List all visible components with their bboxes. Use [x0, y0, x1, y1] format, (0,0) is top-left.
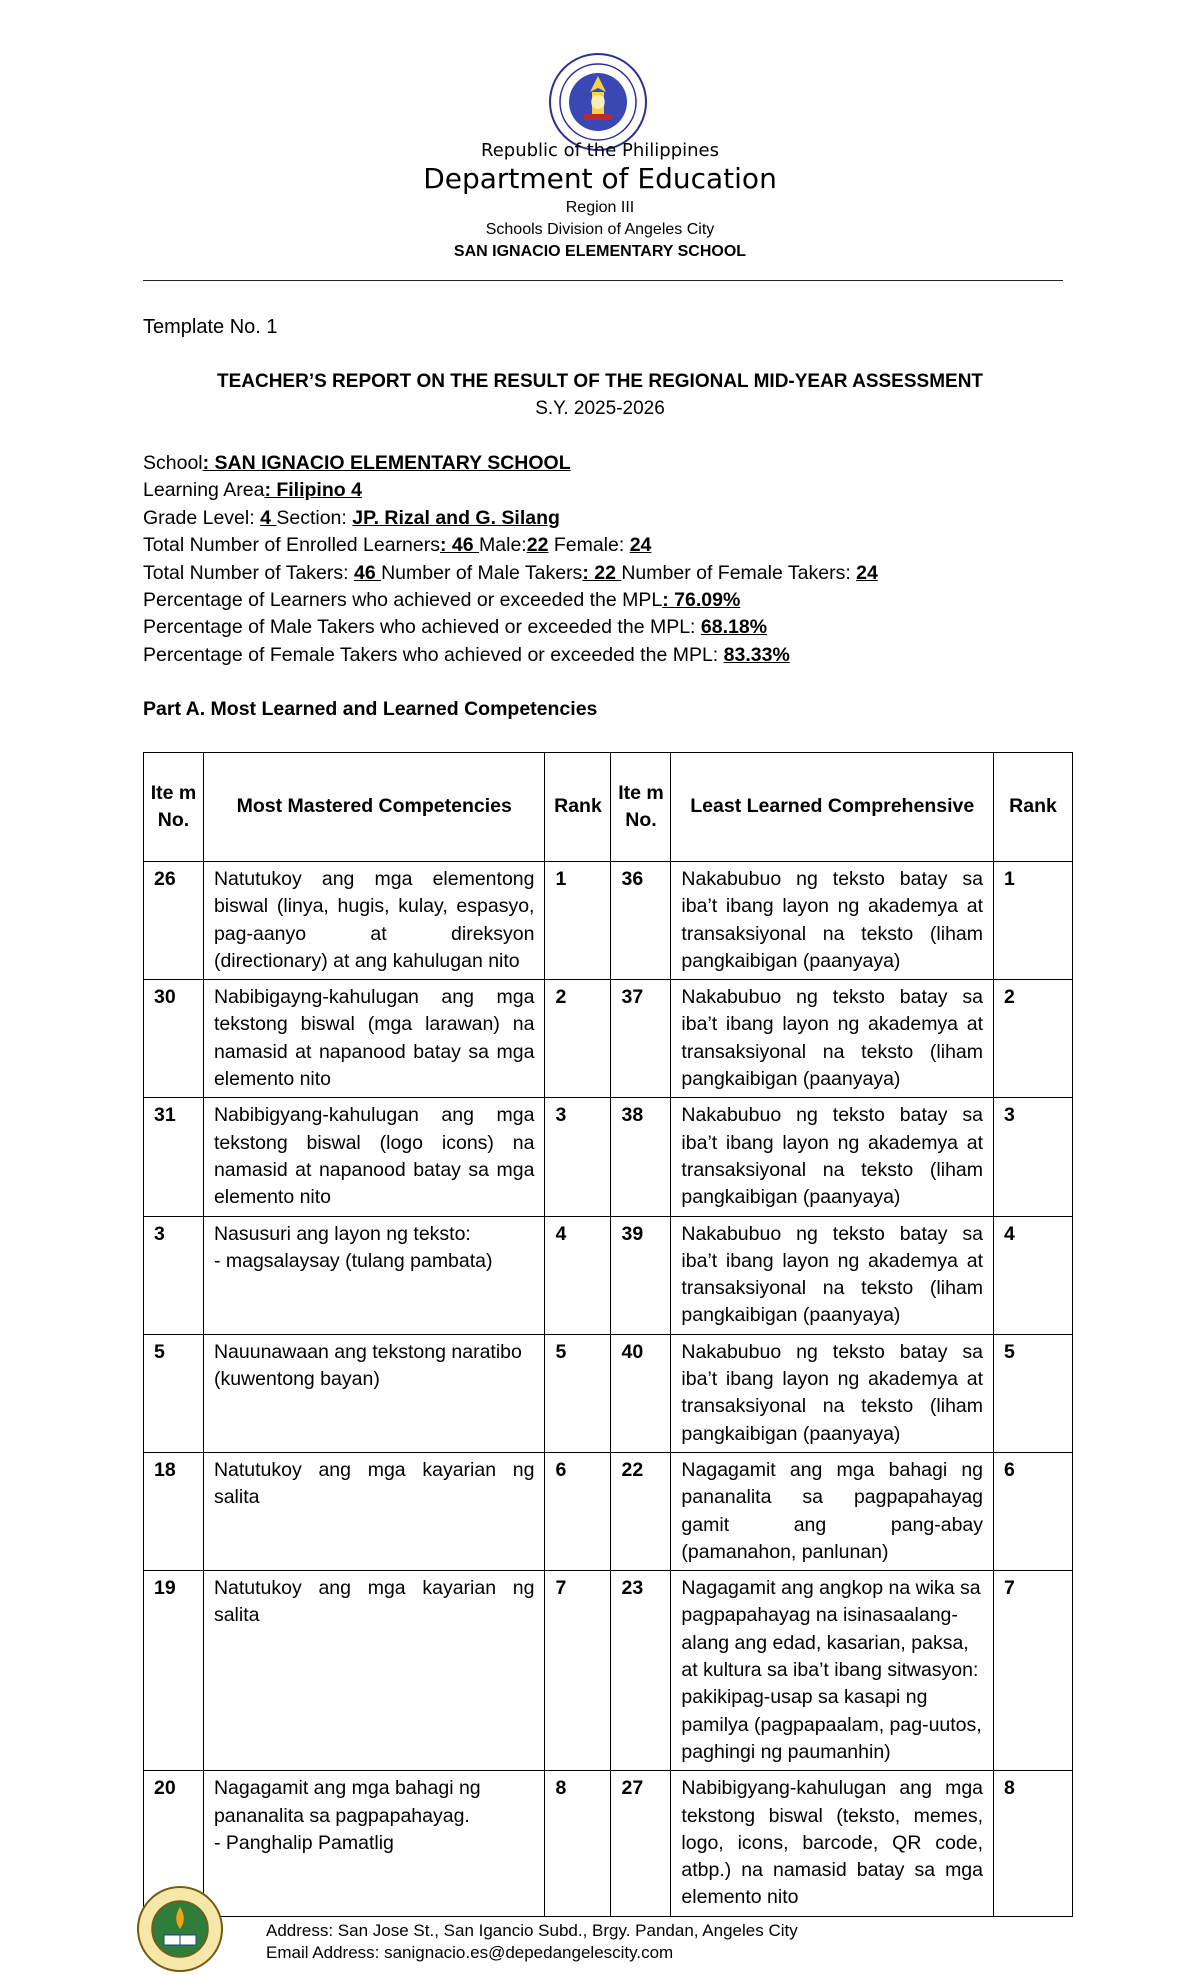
least-learned-cell: Nagagamit ang mga bahagi ng pananalita sa pagpapahayag gamit ang pang-abay (pamanahon, panlunan)	[671, 1452, 994, 1570]
female-value: 24	[629, 534, 652, 557]
item-no-cell-2: 23	[611, 1571, 671, 1771]
takers-label: Total Number of Takers:	[143, 561, 354, 584]
item-no-cell-2: 27	[611, 1771, 671, 1916]
most-mastered-cell: Nagagamit ang mga bahagi ng pananalita sa pagpapahayag. - Panghalip Pamatlig	[203, 1771, 545, 1916]
republic-label: Republic of the Philippines	[481, 140, 719, 161]
rank-cell: 3	[545, 1098, 611, 1216]
info-grade-row	[143, 505, 878, 532]
info-learning-area-row	[143, 477, 878, 504]
table-row	[144, 1334, 1073, 1452]
rank-cell-2: 7	[994, 1571, 1073, 1771]
grade-value: 4	[260, 506, 277, 529]
table-header-row	[144, 753, 1073, 862]
rank-cell: 7	[545, 1571, 611, 1771]
least-learned-cell: Nakabubuo ng teksto batay sa iba’t ibang layon ng akademya at transaksiyonal na teksto (liham pangkaibigan (paanyaya)	[671, 980, 994, 1098]
least-learned-cell: Nabibigyang-kahulugan ang mga tekstong biswal (teksto, memes, logo, icons, barcode, QR code, atbp.) na namasid batay sa mga elemento nito	[671, 1771, 994, 1916]
footer-address: Address: San Jose St., San Igancio Subd., Brgy. Pandan, Angeles City	[266, 1921, 798, 1940]
table-row	[144, 1098, 1073, 1216]
item-no-cell: 18	[144, 1452, 204, 1570]
rank-cell: 1	[545, 862, 611, 980]
most-mastered-cell: Natutukoy ang mga kayarian ng salita	[203, 1571, 545, 1771]
most-mastered-cell: Nauunawaan ang tekstong naratibo (kuwentong bayan)	[203, 1334, 545, 1452]
least-learned-cell: Nakabubuo ng teksto batay sa iba’t ibang layon ng akademya at transaksiyonal na teksto (liham pangkaibigan (paanyaya)	[671, 862, 994, 980]
female-label: Female:	[548, 534, 630, 557]
section-value: JP. Rizal and G. Silang	[352, 506, 560, 529]
competencies-table	[143, 752, 1073, 1917]
report-info	[143, 450, 878, 669]
template-number: Template No. 1	[143, 316, 278, 338]
most-mastered-cell: Natutukoy ang mga elementong biswal (linya, hugis, kulay, espasyo, pag-aanyo at direksyon (directionary) at ang kahulugan nito	[203, 862, 545, 980]
learning-area-value: : Filipino 4	[264, 479, 362, 502]
rank-cell-2: 4	[994, 1216, 1073, 1334]
female-takers-value: 24	[856, 561, 878, 584]
rank-cell: 2	[545, 980, 611, 1098]
takers-value: 46	[353, 561, 382, 584]
pct-all-label: Percentage of Learners who achieved or exceeded the MPL	[143, 589, 663, 612]
rank-cell: 6	[545, 1452, 611, 1570]
rank-cell: 8	[545, 1771, 611, 1916]
least-learned-cell: Nagagamit ang angkop na wika sa pagpapahayag na isinasaalang-alang ang edad, kasarian, paksa, at kultura sa iba’t ibang sitwasyon: pakikipag-usap sa kasapi ng pamilya (pagpapaalam, pag-uutos, paghingi ng paumanhin)	[671, 1571, 994, 1771]
info-pct-male-row	[143, 614, 878, 641]
item-no-cell-2: 36	[611, 862, 671, 980]
deped-seal-logo	[548, 52, 648, 152]
header-item-no: Ite m No.	[144, 753, 204, 862]
division-label: Schools Division of Angeles City	[485, 221, 715, 238]
item-no-cell-2: 38	[611, 1098, 671, 1216]
pct-male-label: Percentage of Male Takers who achieved or exceeded the MPL:	[143, 616, 701, 639]
item-no-cell: 26	[144, 862, 204, 980]
enrolled-label: Total Number of Enrolled Learners	[143, 534, 440, 557]
item-no-cell: 19	[144, 1571, 204, 1771]
most-mastered-cell: Nasusuri ang layon ng teksto: - magsalaysay (tulang pambata)	[203, 1216, 545, 1334]
info-takers-row	[143, 560, 878, 587]
info-pct-female-row	[143, 642, 878, 669]
item-no-cell-2: 39	[611, 1216, 671, 1334]
rank-cell: 4	[545, 1216, 611, 1334]
header-rank: Rank	[545, 753, 611, 862]
table-row	[144, 980, 1073, 1098]
school-label: School	[143, 452, 203, 474]
header-item-no-2: Ite m No.	[611, 753, 671, 862]
table-row	[144, 1771, 1073, 1916]
pct-all-value: : 76.09%	[662, 589, 741, 612]
info-enrolled-row	[143, 532, 878, 559]
school-logo	[124, 1885, 236, 1973]
male-value: 22	[526, 534, 549, 557]
least-learned-cell: Nakabubuo ng teksto batay sa iba’t ibang layon ng akademya at transaksiyonal na teksto (liham pangkaibigan (paanyaya)	[671, 1098, 994, 1216]
most-mastered-cell: Nabibigyang-kahulugan ang mga tekstong biswal (logo icons) na namasid at napanood batay sa mga elemento nito	[203, 1098, 545, 1216]
pct-female-label: Percentage of Female Takers who achieved or exceeded the MPL:	[143, 643, 724, 666]
info-pct-all-row	[143, 587, 878, 614]
least-learned-cell: Nakabubuo ng teksto batay sa iba’t ibang layon ng akademya at transaksiyonal na teksto (liham pangkaibigan (paanyaya)	[671, 1216, 994, 1334]
rank-cell-2: 3	[994, 1098, 1073, 1216]
male-takers-value: : 22	[582, 561, 622, 584]
most-mastered-cell: Natutukoy ang mga kayarian ng salita	[203, 1452, 545, 1570]
item-no-cell: 3	[144, 1216, 204, 1334]
least-learned-cell: Nakabubuo ng teksto batay sa iba’t ibang layon ng akademya at transaksiyonal na teksto (liham pangkaibigan (paanyaya)	[671, 1334, 994, 1452]
male-label: Male:	[479, 534, 527, 557]
item-no-cell-2: 40	[611, 1334, 671, 1452]
footer-contact	[266, 1920, 798, 1964]
rank-cell-2: 5	[994, 1334, 1073, 1452]
header-least-learned: Least Learned Comprehensive	[671, 753, 994, 862]
pct-male-value: 68.18%	[700, 616, 768, 639]
header-most-mastered: Most Mastered Competencies	[203, 753, 545, 862]
table-row	[144, 1571, 1073, 1771]
pct-female-value: 83.33%	[723, 643, 790, 666]
rank-cell: 5	[545, 1334, 611, 1452]
female-takers-label: Number of Female Takers:	[621, 561, 857, 584]
school-year: S.Y. 2025-2026	[535, 398, 665, 419]
school-name-header: SAN IGNACIO ELEMENTARY SCHOOL	[453, 243, 747, 260]
rank-cell-2: 1	[994, 862, 1073, 980]
school-value: : SAN IGNACIO ELEMENTARY SCHOOL	[202, 452, 571, 474]
table-row	[144, 1216, 1073, 1334]
department-title: Department of Education	[423, 162, 777, 195]
grade-label: Grade Level:	[143, 506, 261, 529]
most-mastered-cell: Nabibigayng-kahulugan ang mga tekstong biswal (mga larawan) na namasid at napanood batay sa mga elemento nito	[203, 980, 545, 1098]
section-label: Section:	[276, 506, 353, 529]
item-no-cell: 20	[144, 1771, 204, 1916]
region-label: Region III	[565, 199, 635, 216]
male-takers-label: Number of Male Takers	[381, 561, 583, 584]
info-school-row	[143, 450, 878, 477]
item-no-cell: 30	[144, 980, 204, 1098]
footer-email: Email Address: sanignacio.es@depedangelescity.com	[266, 1943, 674, 1962]
enrolled-value: : 46	[440, 534, 480, 557]
table-row	[144, 1452, 1073, 1570]
header-divider	[143, 280, 1063, 281]
rank-cell-2: 2	[994, 980, 1073, 1098]
item-no-cell: 31	[144, 1098, 204, 1216]
learning-area-label: Learning Area	[143, 479, 265, 502]
item-no-cell-2: 37	[611, 980, 671, 1098]
rank-cell-2: 8	[994, 1771, 1073, 1916]
item-no-cell: 5	[144, 1334, 204, 1452]
report-title: TEACHER’S REPORT ON THE RESULT OF THE REGIONAL MID-YEAR ASSESSMENT	[216, 371, 984, 392]
item-no-cell-2: 22	[611, 1452, 671, 1570]
part-a-heading: Part A. Most Learned and Learned Competencies	[143, 698, 598, 720]
header-rank-2: Rank	[994, 753, 1073, 862]
table-row	[144, 862, 1073, 980]
rank-cell-2: 6	[994, 1452, 1073, 1570]
